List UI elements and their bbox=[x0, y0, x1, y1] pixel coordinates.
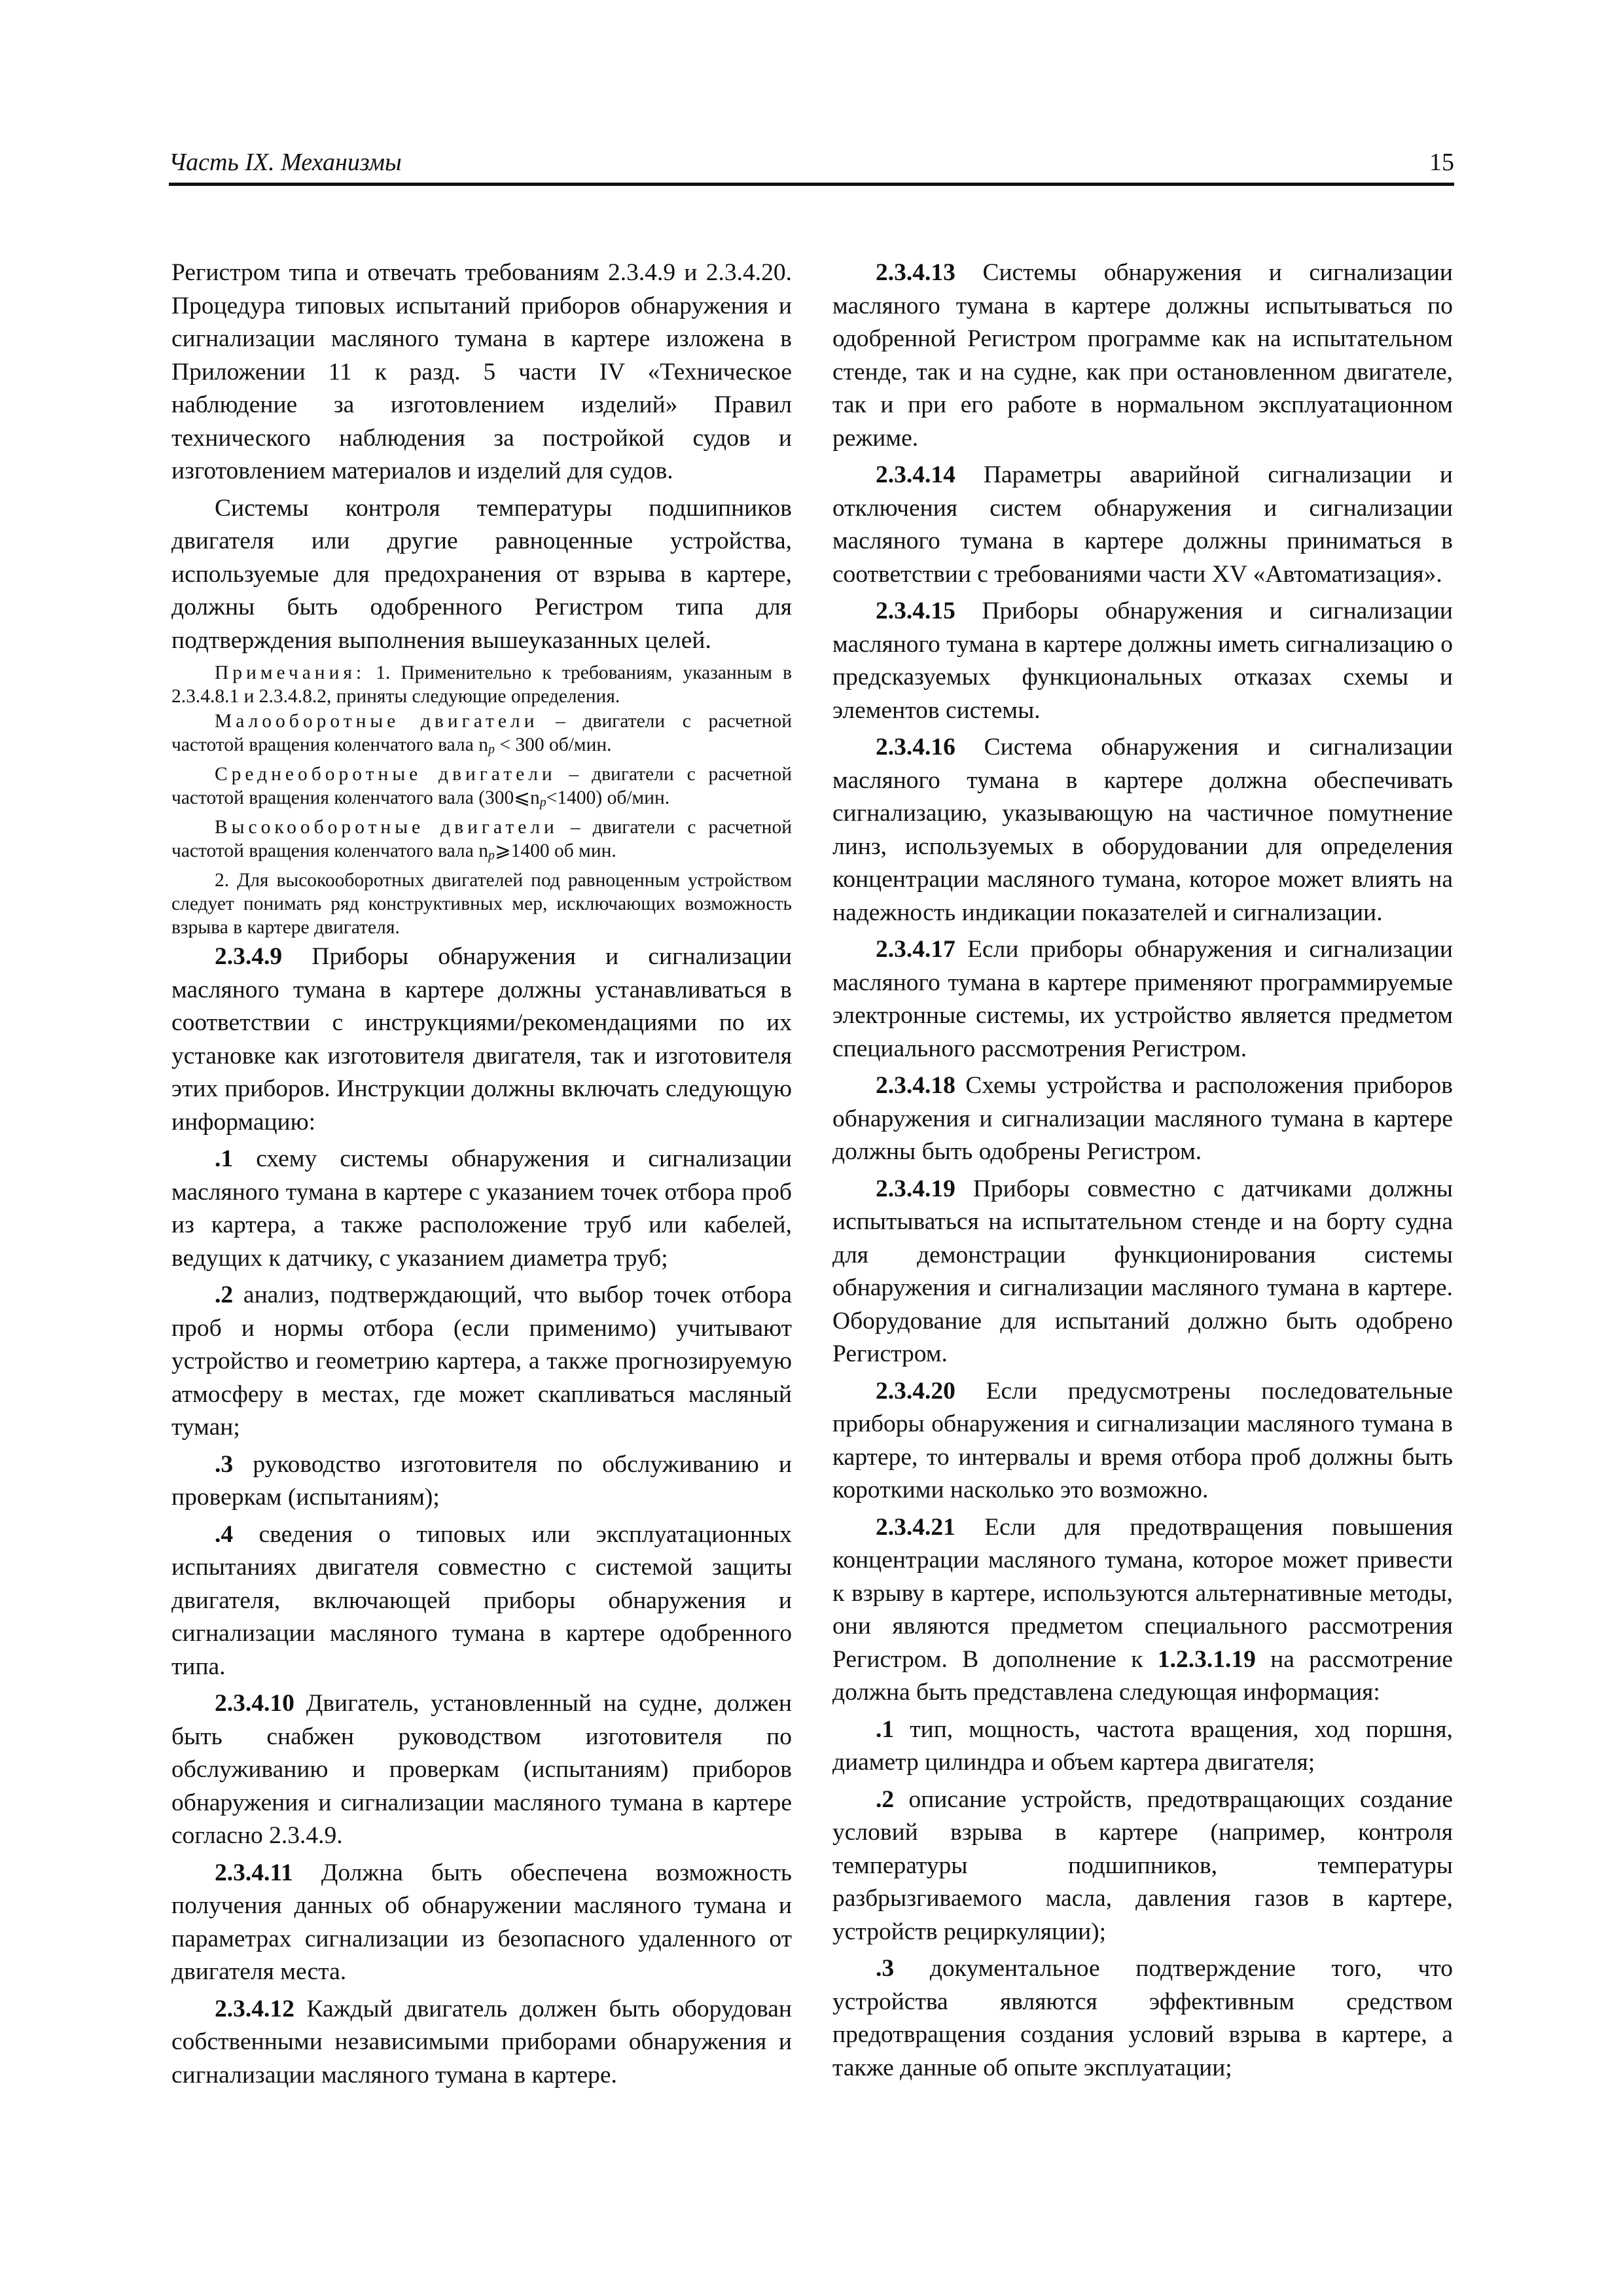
right-column bbox=[832, 257, 1453, 2089]
note-2: 2. Для высокооборотных двигателей под равноценным устройством следует понимать ряд конструктивных мер, исключающих возможность взрыва в картере двигателя. bbox=[171, 870, 792, 938]
clause-2-3-4-20: 2.3.4.20 Если предусмотрены последовательные приборы обнаружения и сигнализации масляного тумана в картере, то интервалы и время отбора проб должны быть короткими насколько это возможно. bbox=[832, 1377, 1453, 1503]
alt-list-item-3: .3 документальное подтверждение того, что устройства являются эффективным средством предотвращения создания условий взрыва в картере, а также данные об опыте эксплуатации; bbox=[832, 1955, 1453, 2081]
paragraph-intro: Регистром типа и отвечать требованиям 2.3.4.9 и 2.3.4.20. Процедура типовых испытаний приборов обнаружения и сигнализации масляного тумана в картере изложена в Приложении 11 к разд. 5 части IV «Техническое наблюдение за изготовлением изделий» Правил технического наблюдения за постройкой судов и изготовлением материалов и изделий для судов. bbox=[171, 259, 792, 484]
clause-2-3-4-16: 2.3.4.16 Система обнаружения и сигнализации масляного тумана в картере должна обеспечивать сигнализацию, указывающую на частичное помутнение линз, используемых в оборудовании для определения концентрации масляного тумана, которое может влиять на надежность индикации показателей и сигнализации. bbox=[832, 734, 1453, 926]
note-medium-speed: Среднеоборотные двигатели – двигатели с расчетной частотой вращения коленчатого вала $(300⩽n_р<1400)$ об/мин. bbox=[171, 764, 792, 810]
running-title: Часть IX. Механизмы bbox=[169, 149, 402, 176]
note-low-speed: Малооборотные двигатели – двигатели с расчетной частотой вращения коленчатого вала $n_р < 300$ об/мин. bbox=[171, 711, 793, 757]
clause-2-3-4-21: 2.3.4.21 Если для предотвращения повышения концентрации масляного тумана, которое может привести к взрыву в картере, используются альтернативные методы, они являются предметом специального рассмотрения Регистром. В дополнение к 1.2.3.1.19 на рассмотрение должна быть представлена следующая информация: bbox=[832, 1513, 1453, 1706]
note-heading: Примечания: bbox=[215, 662, 366, 683]
clause-2-3-4-11: 2.3.4.11 Должна быть обеспечена возможность получения данных об обнаружении масляного тумана и параметрах сигнализации из безопасного удаленного от двигателя места. bbox=[171, 1859, 792, 1985]
left-column bbox=[171, 257, 792, 2096]
clause-2-3-4-17: 2.3.4.17 Если приборы обнаружения и сигнализации масляного тумана в картере применяют программируемые электронные системы, их устройство является предметом специального рассмотрения Регистром. bbox=[832, 936, 1453, 1062]
clause-2-3-4-15: 2.3.4.15 Приборы обнаружения и сигнализации масляного тумана в картере должны иметь сигнализацию о предсказуемых функциональных отказах схемы и элементов системы. bbox=[832, 598, 1453, 724]
clause-2-3-4-10: 2.3.4.10 Двигатель, установленный на судне, должен быть снабжен руководством изготовителя по обслуживанию и проверкам (испытаниям) приборов обнаружения и сигнализации масляного тумана в картере согласно 2.3.4.9. bbox=[171, 1690, 792, 1849]
header-rule bbox=[169, 183, 1454, 186]
note-1: Примечания: 1. Применительно к требованиям, указанным в 2.3.4.8.1 и 2.3.4.8.2, приняты следующие определения. bbox=[171, 662, 792, 707]
clause-2-3-4-18: 2.3.4.18 Схемы устройства и расположения приборов обнаружения и сигнализации масляного тумана в картере должны быть одобрены Регистром. bbox=[832, 1072, 1453, 1165]
clause-2-3-4-14: 2.3.4.14 Параметры аварийной сигнализации и отключения систем обнаружения и сигнализации масляного тумана в картере должны приниматься в соответствии с требованиями части XV «Автоматизация». bbox=[832, 461, 1453, 588]
alt-list-item-2: .2 описание устройств, предотвращающих создание условий взрыва в картере (например, контроля температуры подшипников, температуры разбрызгиваемого масла, давления газов в картере, устройств рециркуляции); bbox=[832, 1785, 1453, 1945]
clause-2-3-4-13: 2.3.4.13 Системы обнаружения и сигнализации масляного тумана в картере должны испытываться по одобренной Регистром программе как на испытательном стенде, так и на судне, как при остановленном двигателе, так и при его работе в нормальном эксплуатационном режиме. bbox=[832, 259, 1453, 452]
clause-2-3-4-12: 2.3.4.12 Каждый двигатель должен быть оборудован собственными независимыми приборами обнаружения и сигнализации масляного тумана в картере. bbox=[171, 1995, 792, 2089]
list-item-4: .4 сведения о типовых или эксплуатационных испытаниях двигателя совместно с системой защиты двигателя, включающей приборы обнаружения и сигнализации масляного тумана в картере одобренного типа. bbox=[171, 1520, 792, 1680]
alt-list-item-1: .1 тип, мощность, частота вращения, ход поршня, диаметр цилиндра и объем картера двигателя; bbox=[832, 1715, 1453, 1776]
page-number: 15 bbox=[1429, 149, 1454, 176]
list-item-2: .2 анализ, подтверждающий, что выбор точек отбора проб и нормы отбора (если применимо) учитывают устройство и геометрию картера, а также прогнозируемую атмосферу в местах, где может скапливаться масляный туман; bbox=[171, 1282, 792, 1441]
paragraph-bearing-control: Системы контроля температуры подшипников двигателя или другие равноценные устройства, используемые для предохранения от взрыва в картере, должны быть одобренного Регистром типа для подтверждения выполнения вышеуказанных целей. bbox=[171, 494, 792, 654]
list-item-3: .3 руководство изготовителя по обслуживанию и проверкам (испытаниям); bbox=[171, 1450, 792, 1511]
list-item-1: .1 схему системы обнаружения и сигнализации масляного тумана в картере с указанием точек отбора проб из картера, а также расположение труб или кабелей, ведущих к датчику, с указанием диаметра труб; bbox=[171, 1145, 792, 1272]
page-header bbox=[169, 145, 1454, 182]
clause-2-3-4-19: 2.3.4.19 Приборы совместно с датчиками должны испытываться на испытательном стенде и на борту судна для демонстрации функционирования системы обнаружения и сигнализации масляного тумана в картере. Оборудование для испытаний должно быть одобрено Регистром. bbox=[832, 1175, 1453, 1367]
clause-2-3-4-9: 2.3.4.9 Приборы обнаружения и сигнализации масляного тумана в картере должны устанавливаться в соответствии с инструкциями/рекомендациями по их установке как изготовителя двигателя, так и изготовителя этих приборов. Инструкции должны включать следующую информацию: bbox=[171, 943, 792, 1136]
notes-block bbox=[171, 661, 792, 939]
note-high-speed: Высокооборотные двигатели – двигатели с расчетной частотой вращения коленчатого вала $n_р⩾1400$ об мин. bbox=[171, 817, 792, 863]
